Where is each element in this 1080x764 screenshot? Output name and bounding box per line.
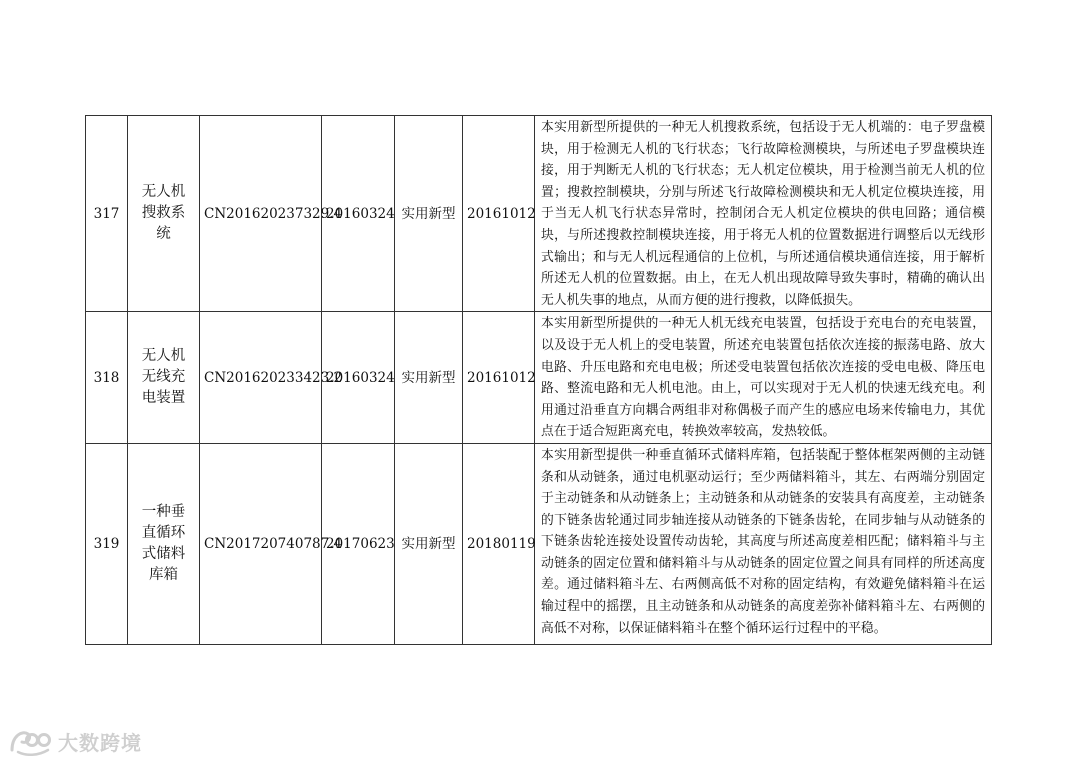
patent-title: 一种垂直循环式储料库箱 bbox=[128, 443, 200, 644]
row-number: 317 bbox=[86, 116, 128, 312]
row-number: 318 bbox=[86, 312, 128, 444]
table-row bbox=[86, 443, 992, 644]
patent-type: 实用新型 bbox=[395, 312, 463, 444]
patent-abstract: 本实用新型所提供的一种无人机无线充电装置，包括设于充电台的充电装置，以及设于无人机上的受电装置，所述充电装置包括依次连接的振荡电路、放大电路、升压电路和充电电极；所述受电装置包括依次连接的受电电极、降压电路、整流电路和无人机电池。由上，可以实现对于无人机的快速无线充电。利用通过沿垂直方向耦合两组非对称偶极子而产生的感应电场来传输电力，其优点在于适合短距离充电，转换效率较高，发热较低。 bbox=[535, 312, 992, 444]
application-date: 20160324 bbox=[322, 116, 395, 312]
publication-date: 20180119 bbox=[463, 443, 535, 644]
watermark-text: 大数跨境 bbox=[58, 730, 142, 755]
application-number: CN201620237329.4 bbox=[200, 116, 322, 312]
application-number: CN201620233423.2 bbox=[200, 312, 322, 444]
publication-date: 20161012 bbox=[463, 116, 535, 312]
application-date: 20170623 bbox=[322, 443, 395, 644]
publication-date: 20161012 bbox=[463, 312, 535, 444]
brand-logo-icon bbox=[8, 726, 52, 756]
patent-abstract: 本实用新型提供一种垂直循环式储料库箱，包括装配于整体框架两侧的主动链条和从动链条，通过电机驱动运行；至少两储料箱斗，其左、右两端分别固定于主动链条和从动链条上；主动链条和从动链条的安装具有高度差，主动链条的下链条齿轮通过同步轴连接从动链条的下链条齿轮，在同步轴与从动链条的下链条齿轮连接处设置传动齿轮，其高度与所述高度差相匹配；储料箱斗与主动链条的固定位置和储料箱斗与从动链条的固定位置之间具有同样的所述高度差。通过储料箱斗左、右两侧高低不对称的固定结构，有效避免储料箱斗在运输过程中的摇摆，且主动链条和从动链条的高度差弥补储料箱斗左、右两侧的高低不对称，以保证储料箱斗在整个循环运行过程中的平稳。 bbox=[535, 443, 992, 644]
patent-type: 实用新型 bbox=[395, 443, 463, 644]
row-number: 319 bbox=[86, 443, 128, 644]
application-date: 20160324 bbox=[322, 312, 395, 444]
patent-abstract: 本实用新型所提供的一种无人机搜救系统，包括设于无人机端的：电子罗盘模块，用于检测无人机的飞行状态；飞行故障检测模块，与所述电子罗盘模块连接，用于判断无人机的飞行状态；无人机定位模块，用于检测当前无人机的位置；搜救控制模块，分别与所述飞行故障检测模块和无人机定位模块连接，用于当无人机飞行状态异常时，控制闭合无人机定位模块的供电回路；通信模块，与所述搜救控制模块连接，用于将无人机的位置数据进行调整后以无线形式输出；和与无人机远程通信的上位机，与所述通信模块通信连接，用于解析所述无人机的位置数据。由上，在无人机出现故障导致失事时，精确的确认出无人机失事的地点，从而方便的进行搜救，以降低损失。 bbox=[535, 116, 992, 312]
patent-title: 无人机无线充电装置 bbox=[128, 312, 200, 444]
table-row bbox=[86, 116, 992, 312]
patent-type: 实用新型 bbox=[395, 116, 463, 312]
patent-table bbox=[85, 115, 992, 645]
watermark bbox=[8, 726, 142, 756]
application-number: CN201720740787.4 bbox=[200, 443, 322, 644]
patent-title: 无人机搜救系统 bbox=[128, 116, 200, 312]
table-row bbox=[86, 312, 992, 444]
